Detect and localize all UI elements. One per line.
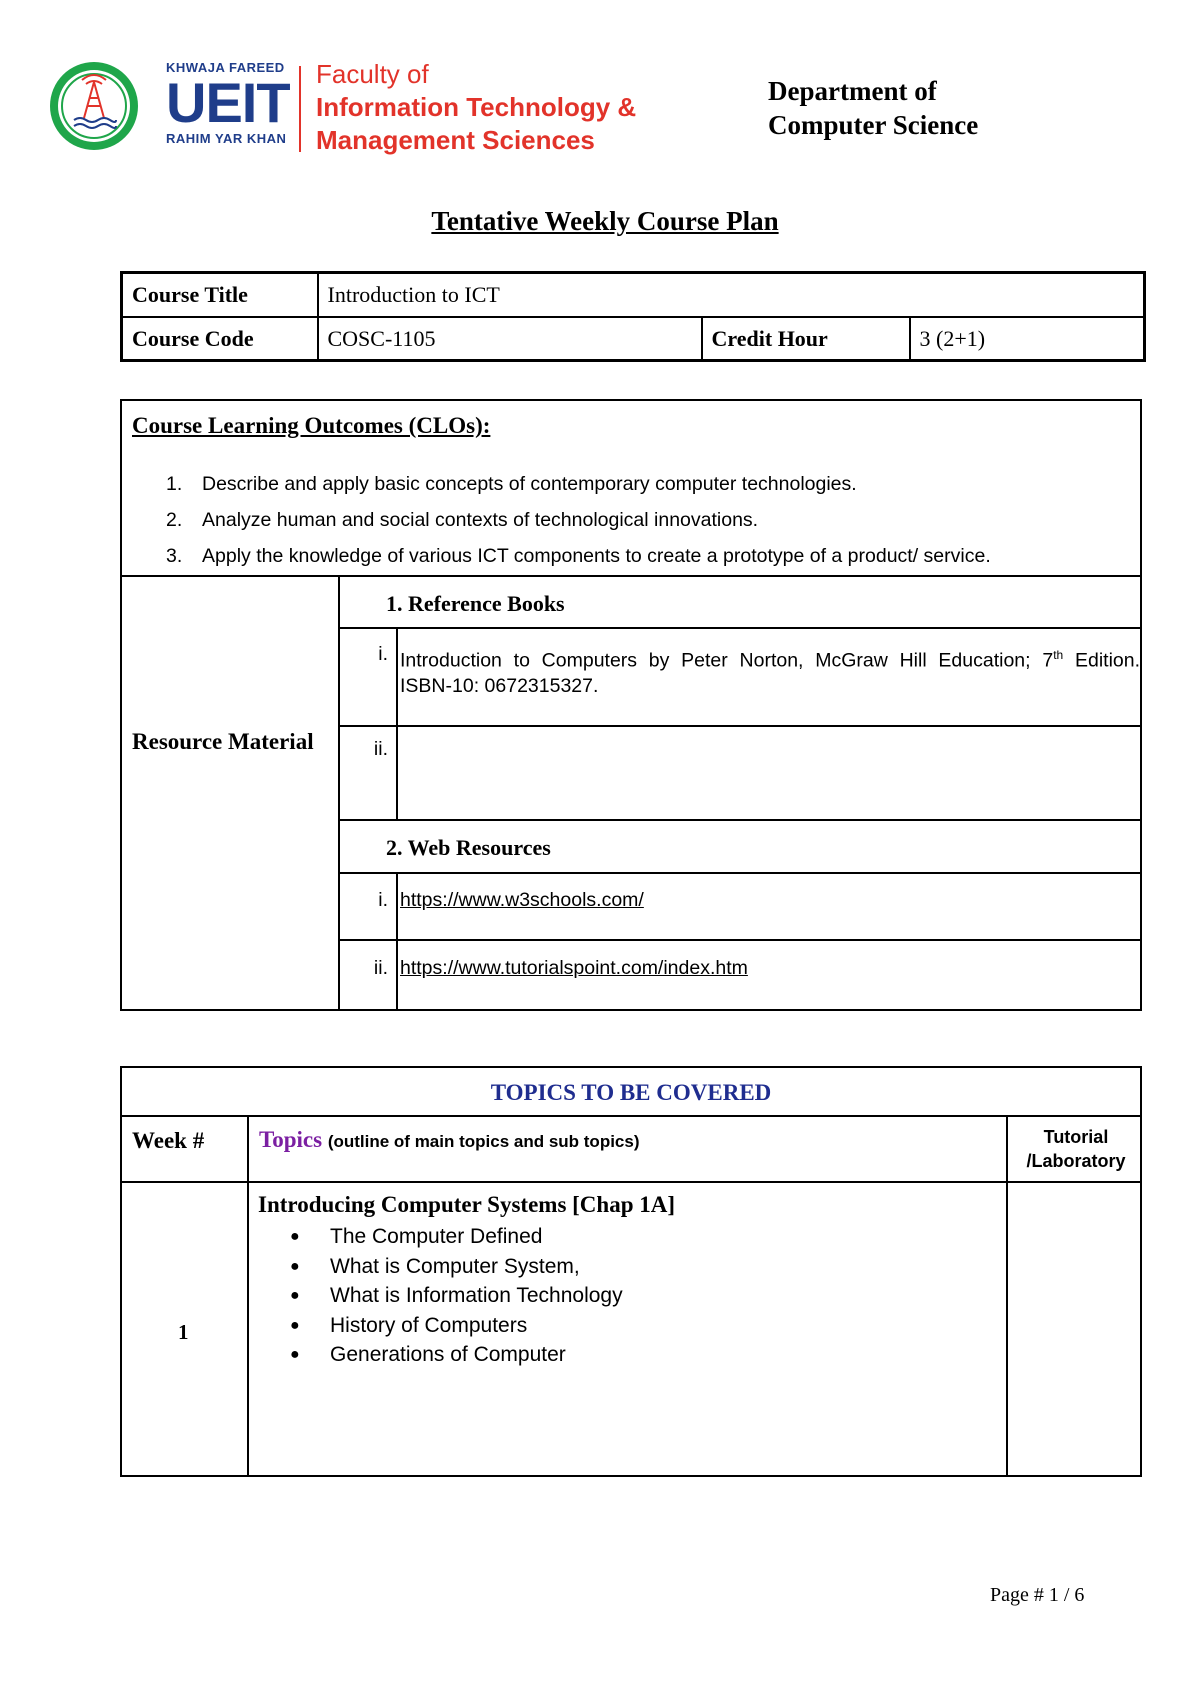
course-code-value: COSC-1105 (318, 317, 702, 361)
reference-books-heading: 1. Reference Books (386, 591, 565, 616)
clo-heading: Course Learning Outcomes (CLOs): (132, 413, 491, 438)
topics-column-header (259, 1127, 640, 1153)
logo-main-text: UEIT (166, 71, 290, 134)
week-number: 1 (178, 1320, 189, 1344)
book-entry-edition: Edition. (1063, 649, 1141, 672)
topic-text: Generations of Computer (330, 1343, 566, 1366)
book-index: i. (378, 643, 388, 665)
logo-bottom-text: RAHIM YAR KHAN (166, 131, 287, 146)
topic-text: What is Information Technology (330, 1284, 623, 1307)
course-title-value: Introduction to ICT (318, 273, 1145, 317)
web-link-w3schools[interactable]: https://www.w3schools.com/ (400, 889, 644, 911)
faculty-name (316, 58, 636, 157)
resource-index-divider (396, 874, 398, 1009)
department-line-2: Computer Science (768, 110, 979, 140)
book-entry-title: Introduction to Computers by Peter Norton, McGraw Hill Education; 7 (400, 649, 1054, 672)
resource-index-divider (396, 629, 398, 819)
clo-section (120, 399, 1142, 577)
book-edition-sup: th (1053, 648, 1064, 662)
tutorial-header-line-1: Tutorial (1043, 1127, 1109, 1147)
course-code-label: Course Code (122, 317, 318, 361)
page-number: Page # 1 / 6 (990, 1584, 1085, 1606)
logo-divider (299, 66, 301, 152)
web-index: i. (378, 889, 388, 911)
web-resources-heading: 2. Web Resources (386, 835, 551, 860)
course-title-label: Course Title (122, 273, 318, 317)
column-divider (247, 1115, 249, 1475)
department-line-1: Department of (768, 76, 937, 106)
page-title: Tentative Weekly Course Plan (431, 206, 779, 236)
credit-hour-label: Credit Hour (702, 317, 910, 361)
topics-column-title: Topics (259, 1127, 323, 1152)
row-divider (338, 725, 1142, 727)
clo-text: Analyze human and social contexts of technological innovations. (202, 509, 759, 531)
topics-table (120, 1066, 1142, 1477)
tutorial-column-header (1010, 1125, 1142, 1173)
book-entry-isbn: ISBN-10: 0672315327. (400, 674, 599, 697)
resource-divider (338, 577, 340, 1009)
bullet-icon: ● (290, 1346, 300, 1363)
web-link-tutorialspoint[interactable]: https://www.tutorialspoint.com/index.htm (400, 957, 748, 979)
row-divider (338, 872, 1142, 874)
book-entry-line-1 (400, 643, 1140, 674)
clo-item (166, 473, 857, 496)
clo-text: Describe and apply basic concepts of contemporary computer technologies. (202, 473, 857, 495)
course-info-table (120, 271, 1146, 362)
university-seal-icon (48, 48, 140, 164)
topic-text: The Computer Defined (330, 1225, 543, 1248)
web-index: ii. (373, 957, 388, 979)
faculty-line-3: Management Sciences (316, 125, 595, 155)
clo-number: 2. (166, 509, 183, 531)
topics-column-note: (outline of main topics and sub topics) (327, 1132, 640, 1151)
chapter-title: Introducing Computer Systems [Chap 1A] (258, 1192, 676, 1217)
clo-number: 1. (166, 473, 183, 495)
course-title-row (122, 273, 1145, 317)
bullet-icon: ● (290, 1287, 300, 1304)
department-name (768, 74, 978, 142)
row-divider (122, 1115, 1140, 1117)
topic-list (290, 1222, 623, 1370)
book-entry (400, 643, 1140, 699)
faculty-line-1: Faculty of (316, 59, 429, 89)
course-code-row (122, 317, 1145, 361)
list-item (290, 1311, 623, 1341)
tutorial-header-line-2: /Laboratory (1026, 1151, 1126, 1171)
resource-material-section (120, 575, 1142, 1011)
clo-item (166, 509, 758, 532)
row-divider (338, 819, 1142, 821)
row-divider (122, 1181, 1140, 1183)
bullet-icon: ● (290, 1257, 300, 1275)
list-item (290, 1252, 623, 1282)
list-item (290, 1281, 623, 1311)
uet-logo-wordmark (166, 60, 290, 146)
bullet-icon: ● (290, 1228, 300, 1245)
column-divider (1006, 1115, 1008, 1475)
clo-number: 3. (166, 545, 183, 567)
clo-item (166, 545, 991, 568)
week-column-header: Week # (132, 1128, 205, 1153)
logo-top-text: KHWAJA FAREED (166, 60, 285, 75)
row-divider (338, 939, 1142, 941)
row-divider (338, 627, 1142, 629)
topics-heading: TOPICS TO BE COVERED (490, 1080, 772, 1105)
list-item (290, 1340, 623, 1370)
bullet-icon: ● (290, 1316, 300, 1334)
faculty-line-2: Information Technology & (316, 92, 637, 122)
book-index: ii. (373, 738, 388, 760)
resource-material-label: Resource Material (132, 729, 314, 754)
clo-text: Apply the knowledge of various ICT components to create a prototype of a product/ service. (202, 545, 991, 567)
credit-hour-value: 3 (2+1) (910, 317, 1145, 361)
topic-text: What is Computer System, (330, 1254, 580, 1278)
list-item (290, 1222, 623, 1252)
topic-text: History of Computers (330, 1313, 528, 1337)
